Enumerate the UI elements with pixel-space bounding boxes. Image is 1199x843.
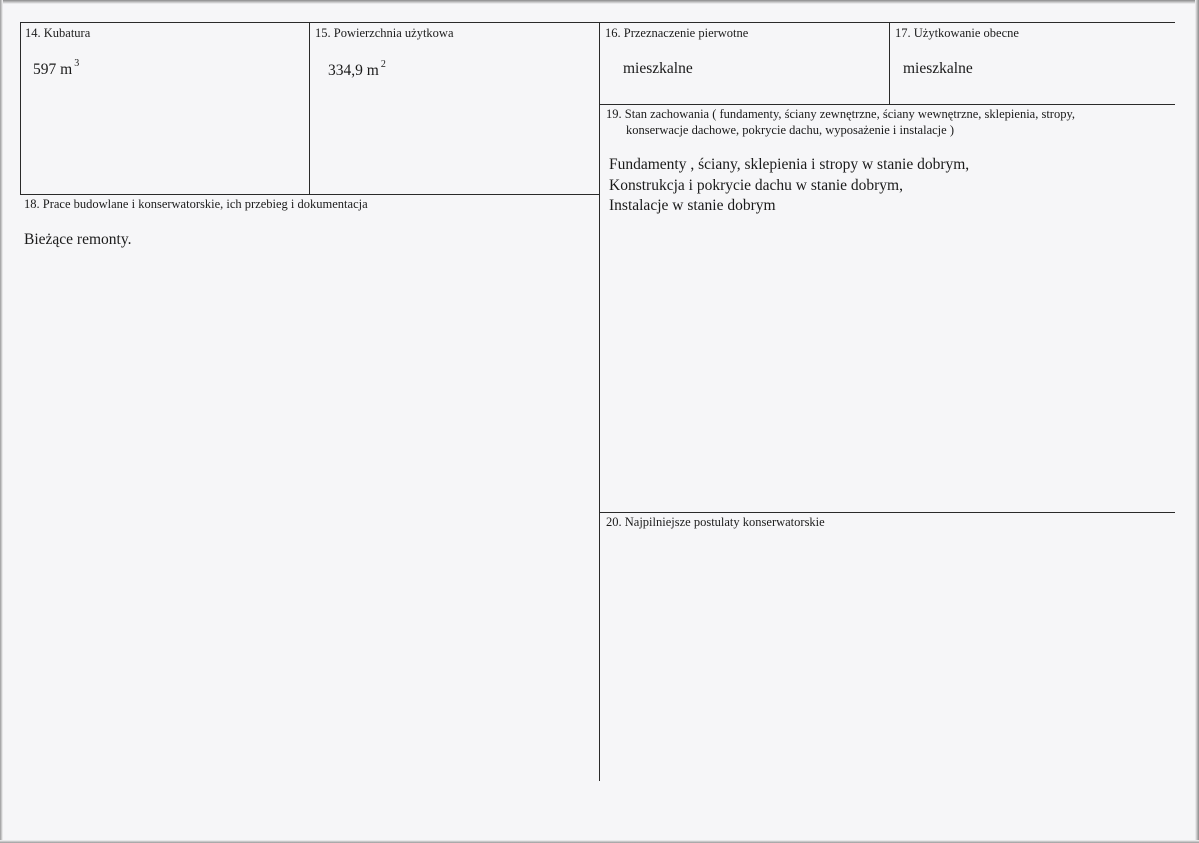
top-border-right: [599, 22, 1175, 23]
field-19-value-line: Instalacje w stanie dobrym: [609, 197, 776, 214]
field-19-label-line-1: 19. Stan zachowania ( fundamenty, ściany zewnętrzne, ściany wewnętrzne, sklepienia, stropy,: [606, 107, 1076, 121]
divider-16-17: [889, 22, 890, 104]
field-14-number: 597 m: [33, 61, 73, 79]
field-17-label: 17. Użytkowanie obecne: [895, 26, 1019, 40]
divider-19-20: [599, 512, 1175, 513]
field-16-value: mieszkalne: [623, 60, 693, 77]
field-15-number: 334,9 m: [328, 62, 379, 80]
field-19-value-line: Fundamenty , ściany, sklepienia i stropy w stanie dobrym,: [609, 156, 970, 173]
scan-edge-top: [0, 0, 1199, 4]
scan-edge-right: [1195, 0, 1199, 843]
field-15-value: [328, 57, 386, 81]
field-19-label-line-2: konserwacje dachowe, pokrycie dachu, wyposażenie i instalacje ): [626, 123, 954, 137]
field-19-label: [606, 106, 1171, 138]
divider-14-18: [20, 194, 599, 195]
field-18-label: 18. Prace budowlane i konserwatorskie, ich przebieg i dokumentacja: [24, 197, 368, 211]
field-19-value-line: Konstrukcja i pokrycie dachu w stanie dobrym,: [609, 176, 903, 194]
center-divider: [599, 22, 600, 781]
divider-14-15: [309, 22, 310, 195]
field-14-label: 14. Kubatura: [25, 26, 91, 40]
field-15-label: 15. Powierzchnia użytkowa: [315, 26, 454, 40]
scan-edge-left: [0, 0, 3, 843]
field-14-exponent: 3: [74, 58, 80, 69]
field-16-label: 16. Przeznaczenie pierwotne: [605, 26, 749, 40]
field-20-label: 20. Najpilniejsze postulaty konserwatorskie: [606, 515, 825, 529]
field-19-value: [609, 155, 969, 217]
field-14-value: [33, 56, 79, 80]
divider-16-19: [599, 104, 1175, 105]
field-18-value: Bieżące remonty.: [24, 231, 132, 248]
left-border: [20, 22, 21, 195]
field-15-exponent: 2: [380, 59, 386, 70]
field-17-value: mieszkalne: [903, 60, 973, 77]
